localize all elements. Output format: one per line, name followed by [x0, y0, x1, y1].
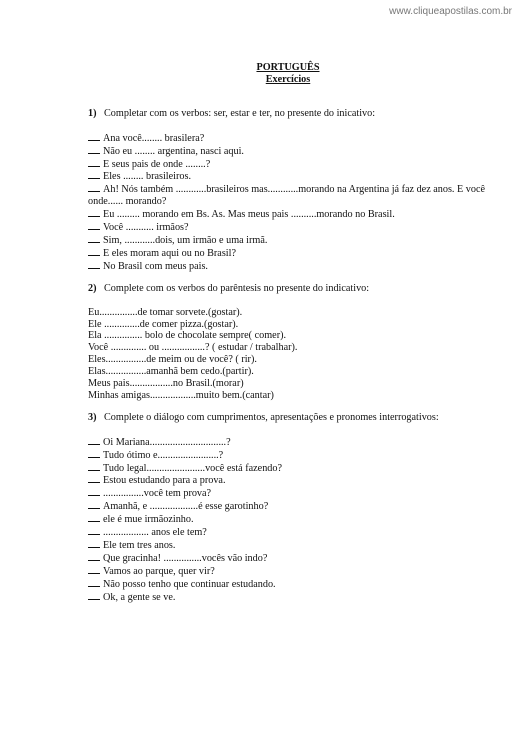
- exercise-line: Tudo ótimo e........................?: [88, 449, 488, 462]
- exercise-line: Sim, ............dois, um irmão e uma irmã.: [88, 234, 488, 247]
- answer-blank[interactable]: [88, 145, 100, 154]
- exercise-line: Você .............. ou .................? ( estudar / trabalhar).: [88, 342, 298, 354]
- exercise-line: Estou estudando para a prova.: [88, 474, 488, 487]
- exercise-line: E eles moram aqui ou no Brasil?: [88, 247, 488, 260]
- answer-blank[interactable]: [88, 578, 100, 587]
- worksheet-subtitle: Exercícios: [265, 73, 311, 85]
- exercise-line: Eu...............de tomar sorvete.(gostar).: [88, 306, 243, 318]
- answer-blank[interactable]: [88, 132, 100, 141]
- section-instruction: Complete com os verbos do parêntesis no presente do indicativo:: [104, 282, 370, 294]
- exercise-line: .................. anos ele tem?: [88, 526, 488, 539]
- exercise-line: Ah! Nós também ............brasileiros mas............morando na Argentina já faz dez anos. E você onde...... morando?: [88, 184, 488, 208]
- section-1-heading: [88, 108, 488, 120]
- section-number: 3): [88, 411, 97, 423]
- answer-blank[interactable]: [88, 208, 100, 217]
- exercise-line: ................você tem prova?: [88, 487, 488, 500]
- section-instruction: Completar com os verbos: ser, estar e ter, no presente do inicativo:: [104, 107, 376, 119]
- exercise-line: E seus pais de onde ........?: [88, 158, 488, 171]
- exercise-line: Minhas amigas..................muito bem.(cantar): [88, 389, 274, 401]
- answer-blank[interactable]: [88, 158, 100, 167]
- worksheet-title: PORTUGUÊS: [256, 62, 320, 73]
- answer-blank[interactable]: [88, 513, 100, 522]
- answer-blank[interactable]: [88, 565, 100, 574]
- exercise-line: Não posso tenho que continuar estudando.: [88, 578, 488, 591]
- section-3-items: [88, 436, 488, 604]
- answer-blank[interactable]: [88, 436, 100, 445]
- answer-blank[interactable]: [88, 221, 100, 230]
- exercise-line: Ok, a gente se ve.: [88, 591, 488, 604]
- answer-blank[interactable]: [88, 474, 100, 483]
- section-2-items: [88, 307, 488, 402]
- answer-blank[interactable]: [88, 591, 100, 600]
- exercise-line: Vamos ao parque, quer vir?: [88, 565, 488, 578]
- section-number: 1): [88, 107, 97, 119]
- answer-blank[interactable]: [88, 260, 100, 269]
- answer-blank[interactable]: [88, 539, 100, 548]
- exercise-line: No Brasil com meus pais.: [88, 260, 488, 273]
- answer-blank[interactable]: [88, 449, 100, 458]
- exercise-line: Que gracinha! ...............vocês vão indo?: [88, 552, 488, 565]
- exercise-line: Ele tem tres anos.: [88, 539, 488, 552]
- answer-blank[interactable]: [88, 552, 100, 561]
- answer-blank[interactable]: [88, 500, 100, 509]
- section-3-heading: [88, 412, 488, 424]
- section-instruction: Complete o diálogo com cumprimentos, apresentações e pronomes interrogativos:: [104, 411, 439, 423]
- answer-blank[interactable]: [88, 487, 100, 496]
- answer-blank[interactable]: [88, 170, 100, 179]
- exercise-line: Oi Mariana..............................?: [88, 436, 488, 449]
- exercise-line: Você ........... irmãos?: [88, 221, 488, 234]
- exercise-line: Elas................amanhã bem cedo.(partir).: [88, 366, 254, 378]
- exercise-line: Eu ......... morando em Bs. As. Mas meus pais ..........morando no Brasil.: [88, 208, 488, 221]
- answer-blank[interactable]: [88, 526, 100, 535]
- exercise-line: Amanhã, e ...................é esse garotinho?: [88, 500, 488, 513]
- exercise-line: ele é mue irmãozinho.: [88, 513, 488, 526]
- exercise-line: Ana você........ brasilera?: [88, 132, 488, 145]
- section-1-items: [88, 132, 488, 273]
- exercise-line: Não eu ........ argentina, nasci aqui.: [88, 145, 488, 158]
- answer-blank[interactable]: [88, 462, 100, 471]
- exercise-line: Tudo legal.......................você está fazendo?: [88, 462, 488, 475]
- worksheet: [88, 62, 488, 612]
- exercise-line: Eles ........ brasileiros.: [88, 170, 488, 183]
- answer-blank[interactable]: [88, 183, 100, 192]
- answer-blank[interactable]: [88, 247, 100, 256]
- exercise-line: Ele ..............de comer pizza.(gostar).: [88, 318, 239, 330]
- exercise-line: Eles................de meim ou de você? ( rir).: [88, 354, 257, 366]
- exercise-line: Ela ............... bolo de chocolate sempre( comer).: [88, 330, 287, 342]
- section-number: 2): [88, 282, 97, 294]
- answer-blank[interactable]: [88, 234, 100, 243]
- exercise-line: Meus pais.................no Brasil.(morar): [88, 378, 244, 390]
- section-2-heading: [88, 283, 488, 295]
- site-watermark: www.cliqueapostilas.com.br: [389, 6, 512, 17]
